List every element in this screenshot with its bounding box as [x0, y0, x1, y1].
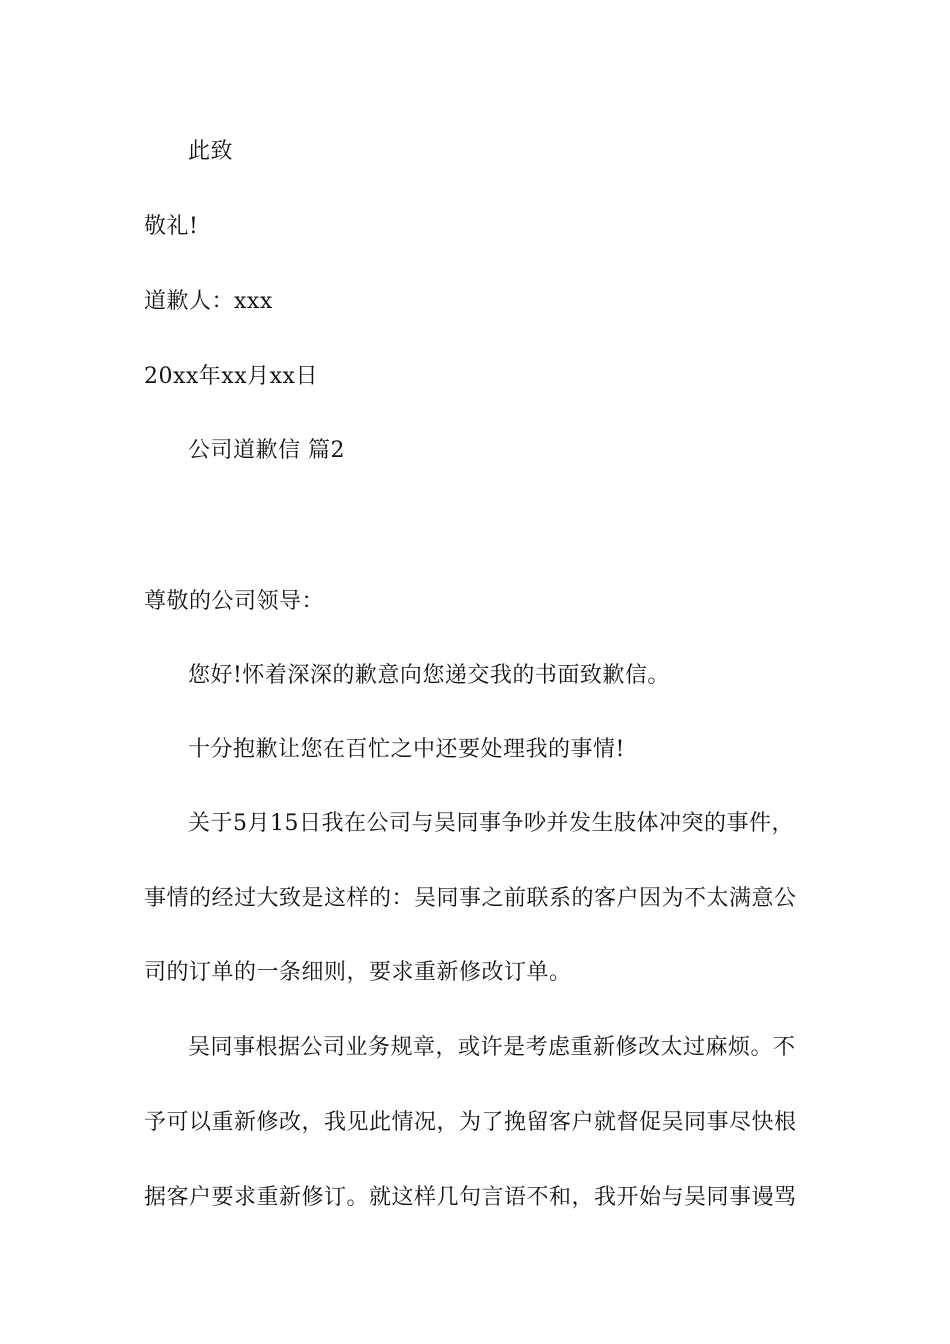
- date-line: 20xx年xx月xx日: [144, 364, 318, 389]
- paragraph-line: 事情的经过大致是这样的：吴同事之前联系的客户因为不太满意公: [144, 886, 797, 911]
- closing-line-1: 此致: [188, 139, 234, 164]
- paragraph-line: 关于5月15日我在公司与吴同事争吵并发生肢体冲突的事件，: [188, 811, 794, 836]
- paragraph-line: 司的订单的一条细则，要求重新修改订单。: [144, 960, 572, 985]
- signer-line: 道歉人：xxx: [144, 289, 273, 314]
- paragraph-line: 您好!怀着深深的歉意向您递交我的书面致歉信。: [188, 663, 670, 688]
- paragraph-line: 据客户要求重新修订。就这样几句言语不和，我开始与吴同事谩骂: [144, 1185, 797, 1210]
- closing-line-2: 敬礼!: [144, 214, 199, 239]
- paragraph-line: 十分抱歉让您在百忙之中还要处理我的事情!: [188, 737, 625, 762]
- section-title: 公司道歉信 篇2: [188, 438, 345, 463]
- paragraph-line: 予可以重新修改，我见此情况，为了挽留客户就督促吴同事尽快根: [144, 1110, 797, 1135]
- paragraph-line: 吴同事根据公司业务规章，或许是考虑重新修改太过麻烦。不: [188, 1035, 796, 1060]
- salutation: 尊敬的公司领导：: [144, 589, 325, 614]
